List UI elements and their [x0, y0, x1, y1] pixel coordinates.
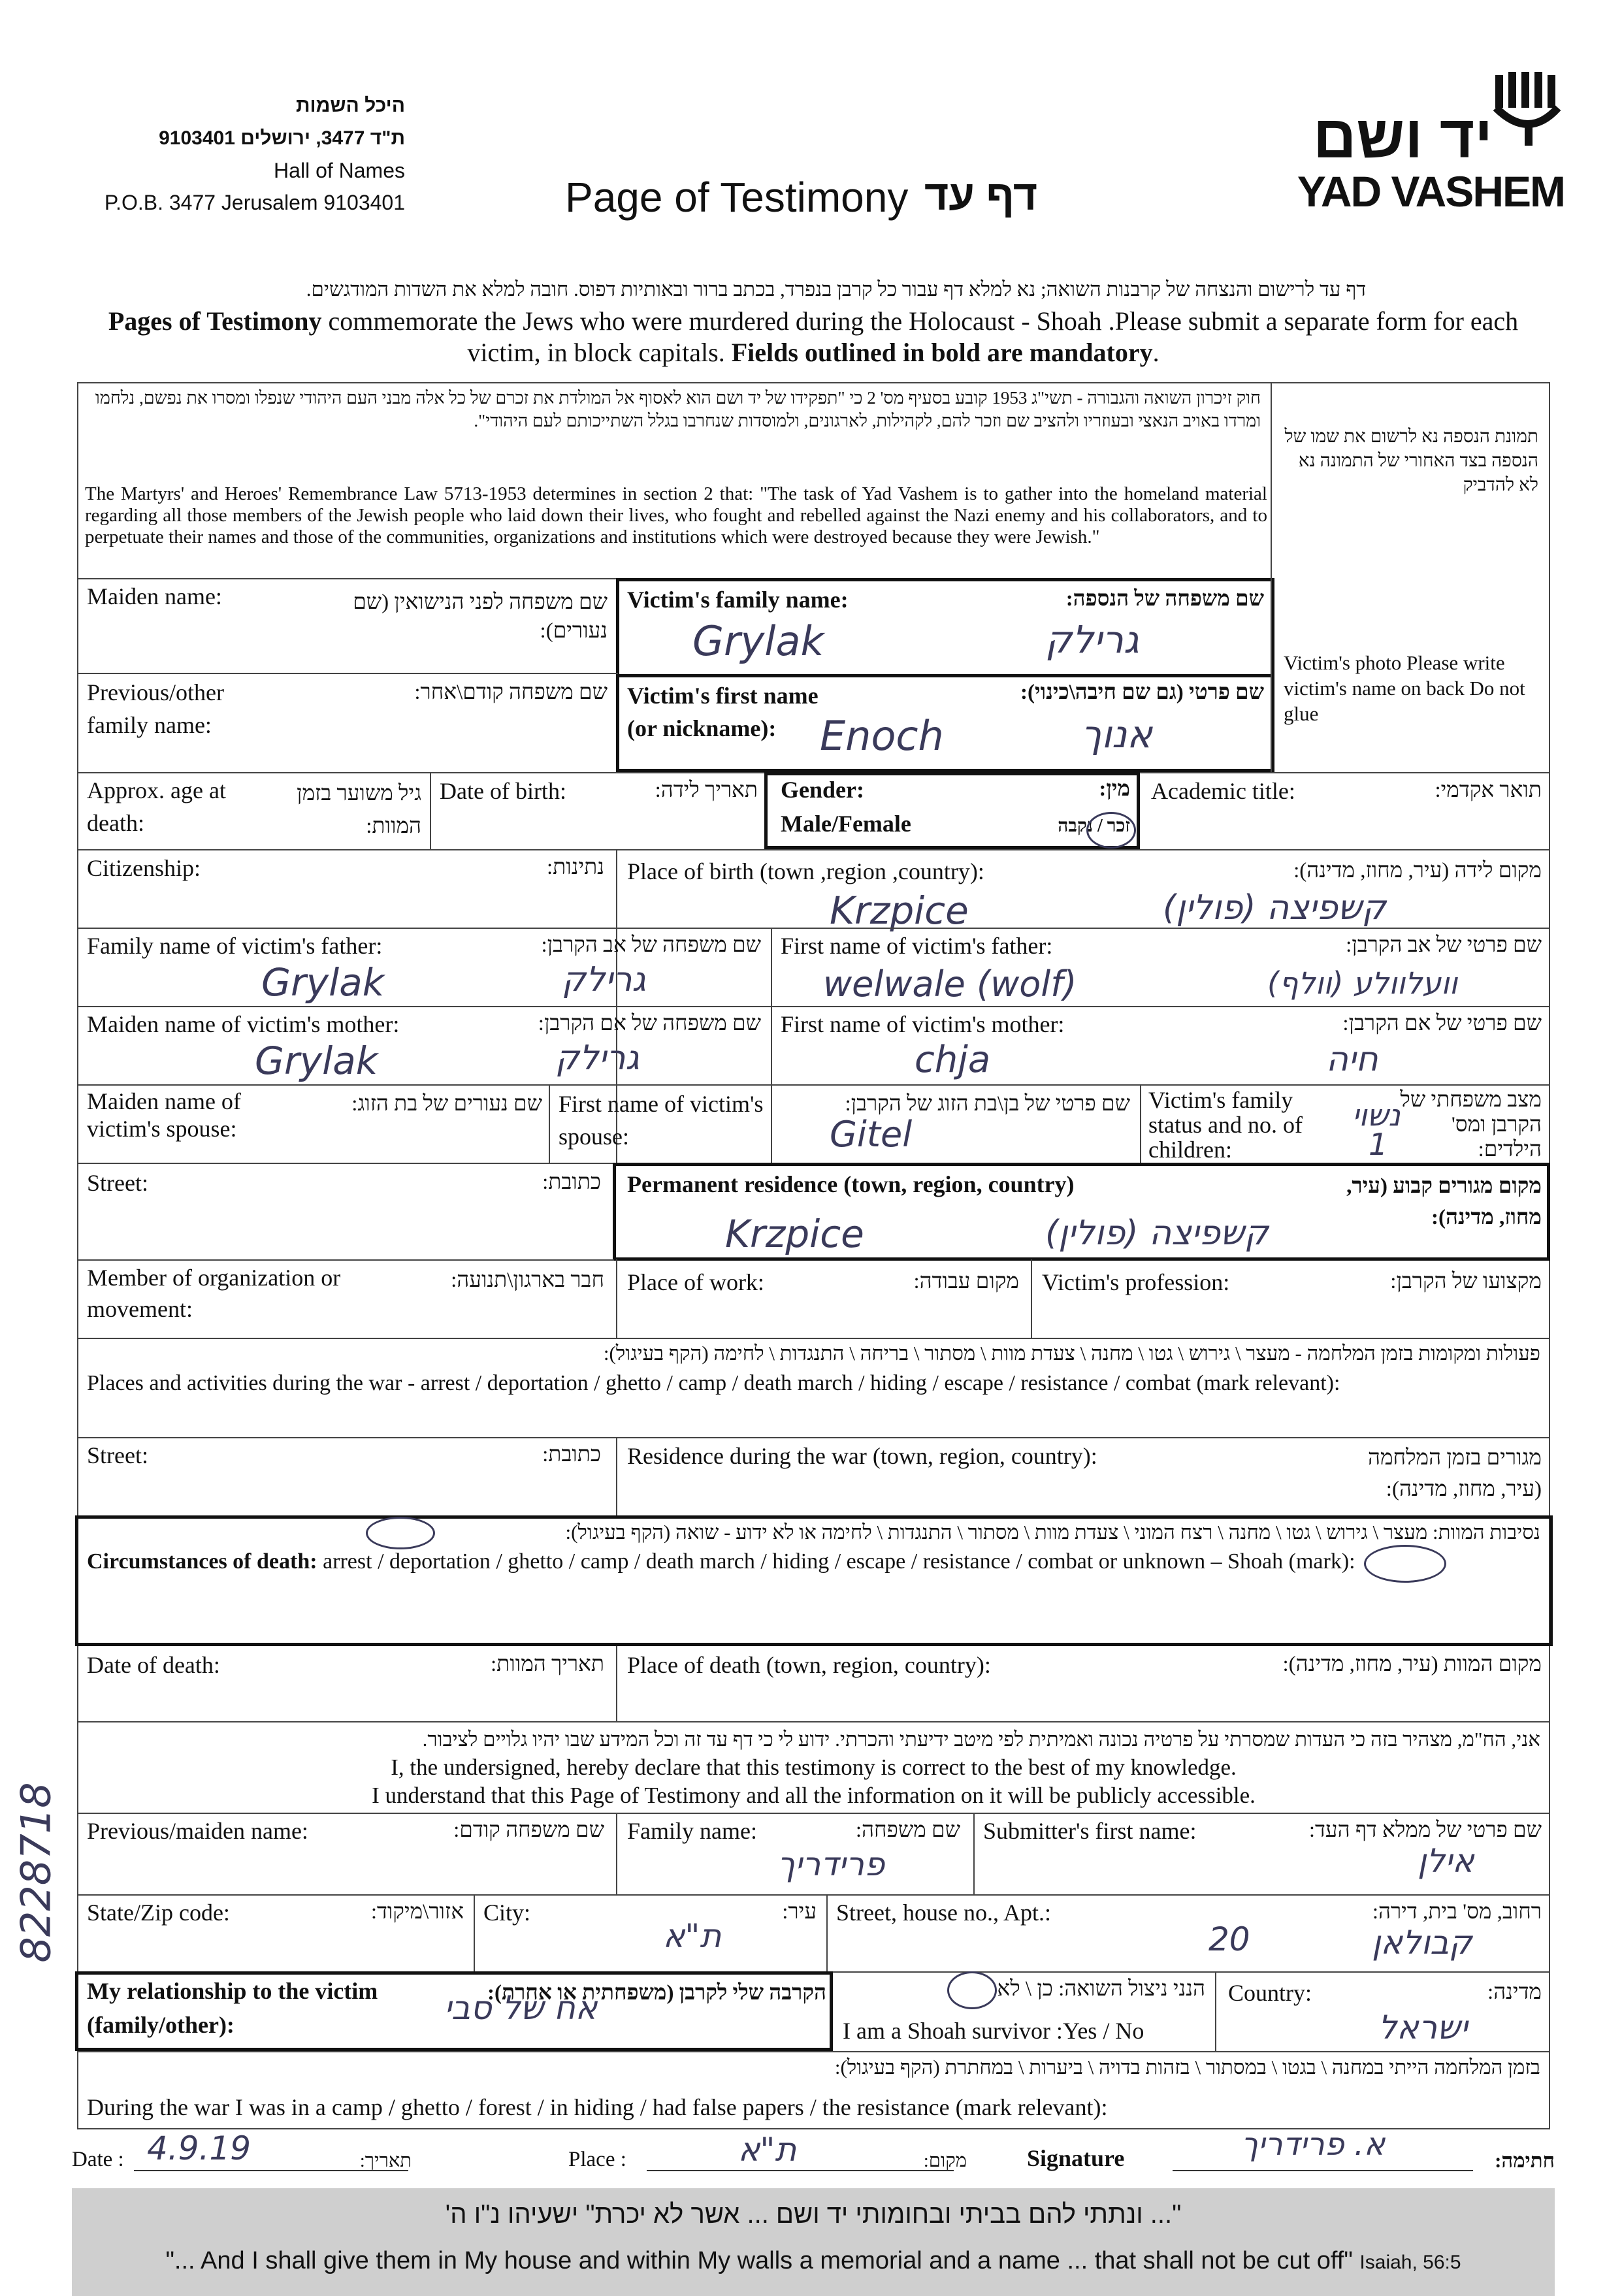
- gender-options-label: Male/Female: [781, 811, 911, 837]
- survivor-label: I am a Shoah survivor :Yes / No: [843, 2018, 1144, 2044]
- zip-code-label: State/Zip code:: [87, 1900, 230, 1926]
- shoah-circle-he: [366, 1517, 435, 1549]
- country-label: Country:: [1228, 1980, 1312, 2006]
- intro-en-bold2: Fields outlined in bold are mandatory: [731, 338, 1153, 367]
- street-label-he: כתובת:: [542, 1171, 601, 1194]
- citizenship-label: Citizenship:: [87, 855, 201, 881]
- previous-family-name-label: Previous/other family name:: [87, 679, 224, 738]
- war-activities-label-he: פעולות ומקומות בזמן המלחמה - מעצר \ גירוש \ גטו \ מחנה \ צעדת מוות \ מסתור \ בריחה \ התנגדות \ לחימה (הקף בעיגול):: [603, 1342, 1540, 1365]
- date-of-death-label-he: תאריך המוות:: [491, 1653, 604, 1676]
- submitter-family-name-label: Family name:: [627, 1818, 757, 1844]
- org-address-he: ת"ד 3477, ירושלים 9103401: [159, 127, 405, 149]
- war-residence-label-he: מגורים בזמן המלחמה (עיר, מחוז, מדינה):: [1368, 1446, 1542, 1501]
- page-title-he: דף עד: [924, 172, 1038, 219]
- spouse-first-name-value: Gitel: [830, 1114, 913, 1155]
- gender-options-label-he: זכר / נקבה: [1058, 816, 1130, 836]
- row-divider: [77, 1721, 1550, 1722]
- war-street-label: Street:: [87, 1442, 148, 1468]
- row-divider: [77, 1259, 614, 1261]
- col-divider: [826, 1894, 828, 1971]
- spouse-maiden-name-label-he: שם נעורים של בת הזוג:: [351, 1092, 542, 1116]
- gender-male-circle: [1086, 812, 1136, 849]
- place-of-death-label: Place of death (town, region, country):: [627, 1652, 991, 1678]
- signature-value: א. פרידריך: [1241, 2126, 1386, 2163]
- intro-en-bold1: Pages of Testimony: [108, 306, 322, 336]
- victim-family-name-label-he: שם משפחה של הנספה:: [1065, 587, 1264, 611]
- col-divider: [474, 1894, 475, 1971]
- declaration-he: אני, הח"מ, מצהיר בזה כי העדות שמסרתי על פרטיה נכונה ואמיתית לפי מיטב ידיעתי והכרתי. ידוע לי כי דף עד זה וכל המידע שבו יהיו גלויים לציבור.: [422, 1728, 1540, 1751]
- permanent-residence-label-he: מקום מגורים קבוע (עיר, מחוז, מדינה):: [1346, 1174, 1542, 1229]
- col-divider: [616, 1437, 617, 1515]
- mother-maiden-name-value: Grylak: [255, 1039, 378, 1083]
- menorah-icon: [1493, 69, 1565, 147]
- mother-first-name-value: chja: [915, 1039, 991, 1081]
- city-label: City:: [483, 1900, 531, 1926]
- spouse-maiden-name-label: Maiden name of victim's spouse:: [87, 1088, 241, 1142]
- submitter-first-name-label: Submitter's first name:: [983, 1818, 1197, 1844]
- col-divider: [616, 1646, 617, 1721]
- age-at-death-label-he: גיל משוער בזמן המוות:: [297, 782, 421, 838]
- relationship-label-he: הקרבה שלי לקרבן (משפחתית או אחרת):: [487, 1981, 826, 2005]
- place-of-birth-value: Krzpice: [830, 888, 969, 933]
- circumstances-label-he: נסיבות המוות: מעצר \ גירוש \ גטו \ מחנה \ רצח המוני \ צעדת מוות \ מסתור \ התנגדות \ לחימה או לא ידוע - שואה (הקף בעיגול):: [565, 1521, 1540, 1544]
- row-divider: [77, 673, 618, 674]
- place-of-death-label-he: מקום המוות (עיר, מחוז, מדינה):: [1282, 1653, 1542, 1676]
- father-first-name-label: First name of victim's father:: [781, 933, 1053, 959]
- victim-family-name-label: Victim's family name:: [627, 587, 849, 613]
- permanent-residence-value-he: קשפיצה (פולין): [1045, 1214, 1269, 1253]
- victim-first-name-value: Enoch: [820, 712, 944, 760]
- footer-quote-he: "... ונתתי להם בביתי ובחומותי יד ושם ... אשר לא יכרת" ישעיהו נ"ו ה': [445, 2200, 1182, 2229]
- row-divider: [77, 1894, 1550, 1896]
- city-label-he: עיר:: [782, 1900, 817, 1924]
- place-of-birth-label: Place of birth (town ,region ,country):: [627, 858, 984, 884]
- submitter-first-name-label-he: שם פרטי של ממלא דף העד:: [1308, 1819, 1542, 1842]
- relationship-value: אח של סבי: [444, 1989, 598, 2027]
- academic-title-label: Academic title:: [1151, 778, 1295, 804]
- father-family-name-value-he: גרילק: [562, 960, 646, 999]
- col-divider: [549, 1084, 550, 1163]
- house-number-value: 20: [1208, 1920, 1250, 1958]
- zip-code-label-he: אזור\מיקוד:: [370, 1900, 464, 1924]
- mother-maiden-name-value-he: גרילק: [555, 1039, 640, 1078]
- law-he: חוק זיכרון השואה והגבורה - תשי"ג 1953 קובע בסעיף מס' 2 כי "תפקידו של יד ושם הוא לאסוף אל המולדת את זכרם של כל אלה מבני העם היהודי שנפלו ומסרו את נפשם, נלחמו ומרדו באויב הנאצי ובעוזריו ולהציב שם וזכר להם, לקהילות, לארגונים, ולמוסדות שנחרבו בגלל השתייכותם לעם היהודי".: [95, 388, 1261, 430]
- victim-family-name-value-he: גרילק: [1045, 617, 1139, 662]
- mother-first-name-label-he: שם פרטי של אם הקרבן:: [1342, 1012, 1542, 1035]
- photo-divider: [1271, 578, 1272, 772]
- permanent-residence-value: Krzpice: [725, 1212, 864, 1256]
- maiden-name-label: Maiden name:: [87, 583, 222, 609]
- city-value: ת"א: [663, 1917, 722, 1955]
- date-label: Date :: [72, 2148, 124, 2171]
- family-status-value: נשוי: [1352, 1097, 1401, 1133]
- logo-he: יד ושם: [1313, 104, 1493, 170]
- footer-quote-en-text: "... And I shall give them in My house and within My walls a memorial and a name ... that shall not be cut off": [165, 2247, 1353, 2274]
- law-divider: [1271, 382, 1272, 578]
- date-of-death-label: Date of death:: [87, 1652, 220, 1678]
- signature-label-he: חתימה:: [1495, 2149, 1555, 2172]
- intro-en-mid: commemorate the Jews who were murdered during the Holocaust - Shoah .Please submit a separate form for each victim, in block capitals.: [321, 306, 1519, 367]
- intro-en: [85, 306, 1542, 368]
- mother-maiden-name-label: Maiden name of victim's mother:: [87, 1011, 400, 1037]
- member-organization-label-he: חבר בארגון\תנועה:: [451, 1269, 604, 1292]
- col-divider: [1140, 1084, 1141, 1163]
- father-family-name-label: Family name of victim's father:: [87, 933, 383, 959]
- submitter-family-name-label-he: שם משפחה:: [855, 1819, 960, 1842]
- row-divider: [77, 928, 1550, 929]
- place-of-work-label: Place of work:: [627, 1269, 764, 1295]
- place-of-birth-value-he: קשפיצה (פולין): [1163, 888, 1386, 928]
- father-first-name-value-he: וועלוולע (וולף): [1267, 965, 1458, 1001]
- footer-quote-en: [72, 2247, 1555, 2275]
- age-at-death-label: Approx. age at death:: [87, 777, 226, 836]
- col-divider: [616, 1259, 617, 1338]
- academic-title-label-he: תואר אקדמי:: [1435, 779, 1542, 802]
- survivor-label-he: הנני ניצול השואה: כן \ לא: [997, 1977, 1205, 2001]
- member-organization-label: Member of organization or movement:: [87, 1265, 341, 1322]
- hall-of-names: Hall of Names: [274, 159, 405, 182]
- date-of-birth-label-he: תאריך לידה:: [655, 779, 758, 802]
- spouse-first-name-label: First name of victim's spouse:: [559, 1091, 764, 1150]
- gender-label: Gender:: [781, 777, 864, 803]
- street-house-label: Street, house no., Apt.:: [836, 1900, 1051, 1926]
- signature-line: [1173, 2170, 1473, 2171]
- street-house-label-he: רחוב, מס' בית, דירה:: [1372, 1900, 1542, 1924]
- family-status-label: Victim's family status and no. of children:: [1148, 1087, 1303, 1163]
- country-label-he: מדינה:: [1487, 1981, 1542, 2004]
- submitter-previous-name-label-he: שם משפחה קודם:: [453, 1819, 604, 1842]
- father-family-name-value: Grylak: [261, 960, 385, 1005]
- victim-family-name-value: Grylak: [692, 617, 824, 665]
- street-label: Street:: [87, 1170, 148, 1196]
- row-divider: [77, 2051, 1550, 2052]
- submitter-family-name-value: פרידריך: [777, 1845, 885, 1883]
- row-divider: [77, 1338, 1550, 1339]
- declaration-en-1: I, the undersigned, hereby declare that this testimony is correct to the best of my knowledge.: [391, 1754, 1237, 1780]
- place-label: Place :: [568, 2148, 626, 2171]
- date-label-he: תאריך:: [359, 2150, 412, 2171]
- row-divider: [77, 849, 1550, 850]
- row-divider: [77, 1437, 1550, 1438]
- photo-instructions-en: Victim's photo Please write victim's name on back Do not glue: [1284, 651, 1525, 725]
- col-divider: [1031, 1259, 1032, 1338]
- place-value: ת"א: [738, 2131, 797, 2169]
- gender-label-he: מין:: [1099, 777, 1130, 801]
- victim-profession-label: Victim's profession:: [1042, 1269, 1230, 1295]
- pob-address: P.O.B. 3477 Jerusalem 9103401: [104, 191, 405, 214]
- intro-he: דף עד לרישום והנצחה של קרבנות השואה; נא למלא דף עבור כל קרבן בנפרד, בכתב ברור ובאותיות דפוס. חובה למלא את השדות המודגשים.: [306, 278, 1367, 300]
- survivor-no-circle: [947, 1971, 997, 2009]
- org-name-he: היכל השמות: [295, 95, 405, 116]
- law-en: The Martyrs' and Heroes' Remembrance Law 5713-1953 determines in section 2 that: "The task of Yad Vashem is to gather into the homeland material regarding all those members of the Jewish people who laid down their lives, who fought and rebelled against the Nazi enemy and his collaborators, and to perpetuate their names and those of the communities, organizations and institutions which were destroyed because they were Jewish.": [85, 483, 1267, 547]
- intro-en-end: .: [1152, 338, 1160, 367]
- page-title: Page of Testimony: [565, 174, 909, 221]
- photo-instructions-he: תמונת הנספה נא לרשום את שמו של הנספה בצד האחורי של התמונה נא לא להדביק: [1284, 427, 1538, 495]
- previous-family-name-label-he: שם משפחה קודם\אחר:: [414, 681, 608, 704]
- date-value: 4.9.19: [147, 2129, 251, 2167]
- street-value: קבולאן: [1372, 1924, 1472, 1962]
- victim-first-name-value-he: אנוך: [1081, 712, 1152, 756]
- children-count-value: 1: [1369, 1127, 1388, 1162]
- row-divider: [77, 1813, 1550, 1814]
- shoah-circle: [1364, 1545, 1446, 1583]
- spouse-first-name-label-he: שם פרטי של בן\בת הזוג של הקרבן:: [845, 1092, 1130, 1116]
- citizenship-label-he: נתינות:: [547, 856, 604, 879]
- signature-label: Signature: [1027, 2145, 1125, 2171]
- footer-quote-ref: Isaiah, 56:5: [1359, 2252, 1461, 2273]
- logo-en: YAD VASHEM: [1297, 167, 1565, 216]
- col-divider: [430, 772, 431, 849]
- yad-vashem-logo: [1277, 69, 1565, 219]
- permanent-residence-label: Permanent residence (town, region, country): [627, 1171, 1075, 1197]
- submitter-first-name-value: אילן: [1418, 1842, 1474, 1880]
- mother-maiden-name-label-he: שם משפחה של אם הקרבן:: [538, 1012, 761, 1035]
- margin-id-value: 8228718: [12, 1782, 60, 1963]
- circumstances-label-options: arrest / deportation / ghetto / camp / death march / hiding / escape / resistance / combat or unknown – Shoah (mark):: [317, 1549, 1355, 1574]
- mother-first-name-label: First name of victim's mother:: [781, 1011, 1065, 1037]
- father-family-name-label-he: שם משפחה של אב הקרבן:: [541, 933, 761, 957]
- circumstances-label: [87, 1548, 1355, 1576]
- country-value: ישראל: [1378, 2009, 1468, 2046]
- victim-profession-label-he: מקצועו של הקרבן:: [1390, 1270, 1542, 1293]
- circumstances-label-bold: Circumstances of death:: [87, 1549, 317, 1574]
- place-label-he: מקום:: [923, 2150, 967, 2171]
- relationship-label: My relationship to the victim (family/other):: [87, 1978, 378, 2038]
- maiden-name-label-he: שם משפחה לפני הנישואין (שם נעורים):: [353, 590, 608, 643]
- row-divider: [77, 1084, 1550, 1086]
- during-war-label-he: בזמן המלחמה הייתי במחנה \ בגטו \ במסתור \ בזהות בדויה \ ביערות \ במחתרת (הקף בעיגול):: [834, 2056, 1540, 2078]
- victim-first-name-label: Victim's first name (or nickname):: [627, 683, 819, 741]
- submitter-previous-name-label: Previous/maiden name:: [87, 1818, 308, 1844]
- war-residence-label: Residence during the war (town, region, country):: [627, 1443, 1097, 1469]
- date-of-birth-label: Date of birth:: [440, 778, 566, 804]
- declaration-en-2: I understand that this Page of Testimony and all the information on it will be publicly accessible.: [372, 1783, 1256, 1808]
- war-street-label-he: כתובת:: [542, 1443, 601, 1466]
- war-activities-label: Places and activities during the war - arrest / deportation / ghetto / camp / death march / hiding / escape / resistance / combat (mark relevant):: [87, 1371, 1340, 1395]
- mother-first-name-value-he: חיה: [1326, 1040, 1378, 1079]
- father-first-name-label-he: שם פרטי של אב הקרבן:: [1346, 933, 1542, 957]
- during-war-label: During the war I was in a camp / ghetto / forest / in hiding / had false papers / the resistance (mark relevant):: [87, 2094, 1108, 2120]
- place-of-birth-label-he: מקום לידה (עיר, מחוז, מדינה):: [1293, 859, 1542, 882]
- victim-first-name-label-he: שם פרטי (גם שם חיבה\כינוי):: [1020, 681, 1264, 704]
- col-divider: [973, 1813, 975, 1894]
- col-divider: [616, 1813, 617, 1894]
- col-divider: [1215, 1971, 1216, 2051]
- father-first-name-value: welwale (wolf): [823, 963, 1077, 1005]
- row-divider: [77, 1006, 1550, 1007]
- place-of-work-label-he: מקום עבודה:: [913, 1270, 1019, 1293]
- family-status-label-he: מצב משפחתי של הקרבן ומס' הילדים:: [1400, 1088, 1542, 1161]
